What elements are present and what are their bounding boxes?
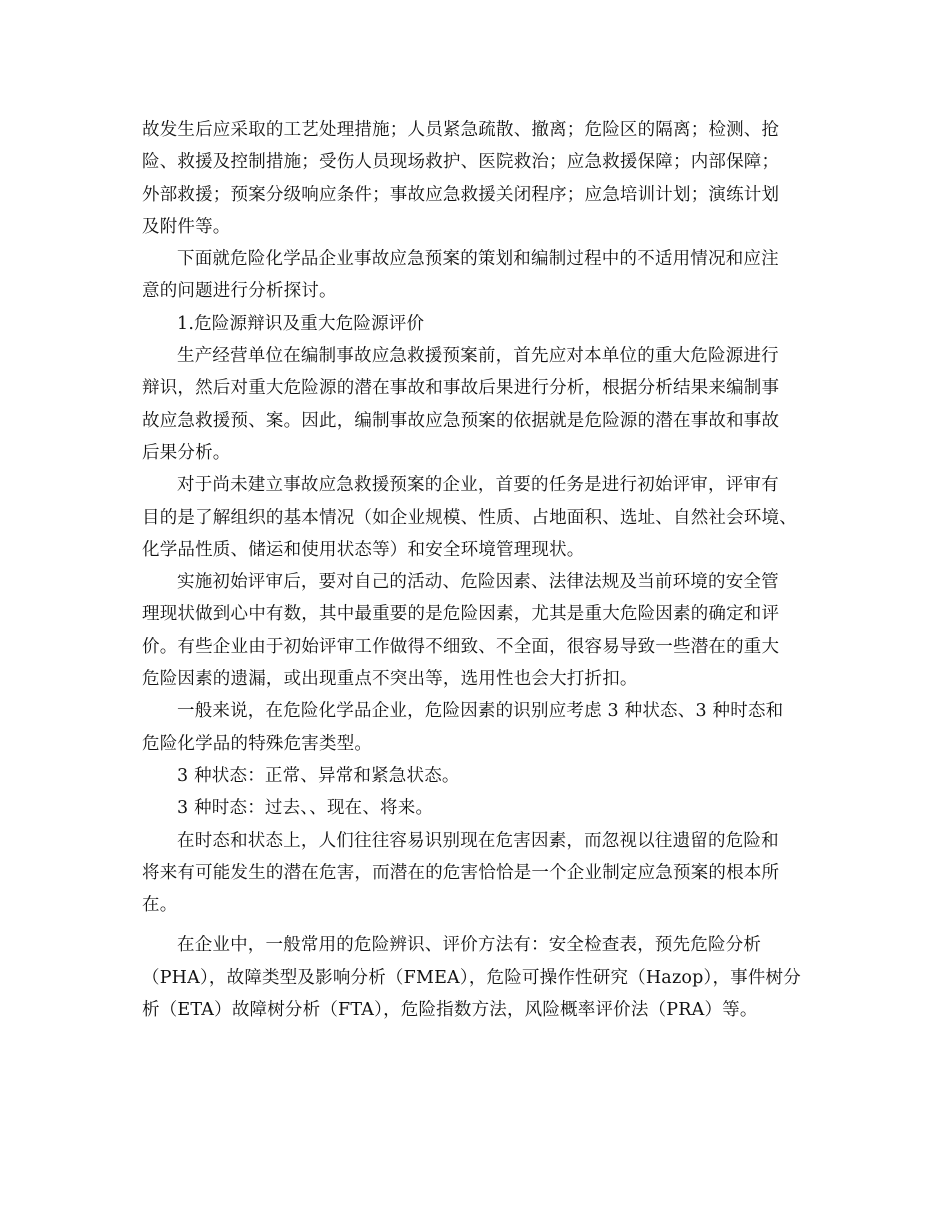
paragraph-line: 目的是了解组织的基本情况（如企业规模、性质、占地面积、选址、自然社会环境、	[142, 507, 797, 528]
paragraph-line: 生产经营单位在编制事故应急救援预案前，首先应对本单位的重大危险源进行	[177, 346, 779, 367]
paragraph-line: 对于尚未建立事故应急救援预案的企业，首要的任务是进行初始评审，评审有	[177, 475, 779, 496]
paragraph-line: 将来有可能发生的潜在危害，而潜在的危害恰恰是一个企业制定应急预案的根本所	[142, 862, 780, 883]
document-body	[142, 114, 817, 1026]
paragraph-line: 后果分析。	[142, 442, 231, 463]
paragraph-line: 3 种状态：正常、异常和紧急状态。	[177, 765, 460, 786]
paragraph-line: 化学品性质、储运和使用状态等）和安全环境管理现状。	[142, 539, 585, 560]
paragraph-line: 析（ETA）故障树分析（FTA），危险指数方法，风险概率评价法（PRA）等。	[142, 1000, 758, 1021]
paragraph-line: 在企业中，一般常用的危险辨识、评价方法有：安全检查表，预先危险分析	[177, 935, 762, 956]
paragraph-line: 外部救援；预案分级响应条件；事故应急救援关闭程序；应急培训计划；演练计划	[142, 184, 780, 205]
paragraph-line: 实施初始评审后，要对自己的活动、危险因素、法律法规及当前环境的安全管	[177, 572, 779, 593]
paragraph-line: 及附件等。	[142, 216, 231, 237]
paragraph-line: 一般来说，在危险化学品企业，危险因素的识别应考虑 3 种状态、3 种时态和	[177, 701, 784, 722]
paragraph-line: 危险因素的遗漏，或出现重点不突出等，选用性也会大打折扣。	[142, 669, 638, 690]
paragraph-line: 下面就危险化学品企业事故应急预案的策划和编制过程中的不适用情况和应注	[177, 249, 779, 270]
paragraph-line: 3 种时态：过去、、现在、将来。	[177, 798, 434, 819]
paragraph-line: 理现状做到心中有数，其中最重要的是危险因素，尤其是重大危险因素的确定和评	[142, 604, 780, 625]
paragraph-line: 故发生后应采取的工艺处理措施；人员紧急疏散、撤离；危险区的隔离；检测、抢	[142, 120, 780, 140]
paragraph-line: 辩识，然后对重大危险源的潜在事故和事故后果进行分析，根据分析结果来编制事	[142, 378, 780, 399]
paragraph-line: 故应急救援预、案。因此，编制事故应急预案的依据就是危险源的潜在事故和事故	[142, 410, 780, 431]
paragraph-line: （PHA），故障类型及影响分析（FMEA），危险可操作性研究（Hazop），事件树分	[142, 967, 801, 988]
paragraph-line: 在。	[142, 895, 178, 916]
section-heading: 1.危险源辩识及重大危险源评价	[177, 313, 425, 334]
paragraph-line: 危险化学品的特殊危害类型。	[142, 733, 373, 754]
paragraph-line: 意的问题进行分析探讨。	[142, 281, 337, 302]
paragraph-line: 在时态和状态上，人们往往容易识别现在危害因素，而忽视以往遗留的危险和	[177, 830, 779, 851]
paragraph-gap	[142, 921, 817, 929]
paragraph-line: 险、救援及控制措施；受伤人员现场救护、医院救治；应急救援保障；内部保障；	[142, 152, 780, 173]
paragraph-line: 价。有些企业由于初始评审工作做得不细致、不全面，很容易导致一些潜在的重大	[142, 636, 780, 657]
